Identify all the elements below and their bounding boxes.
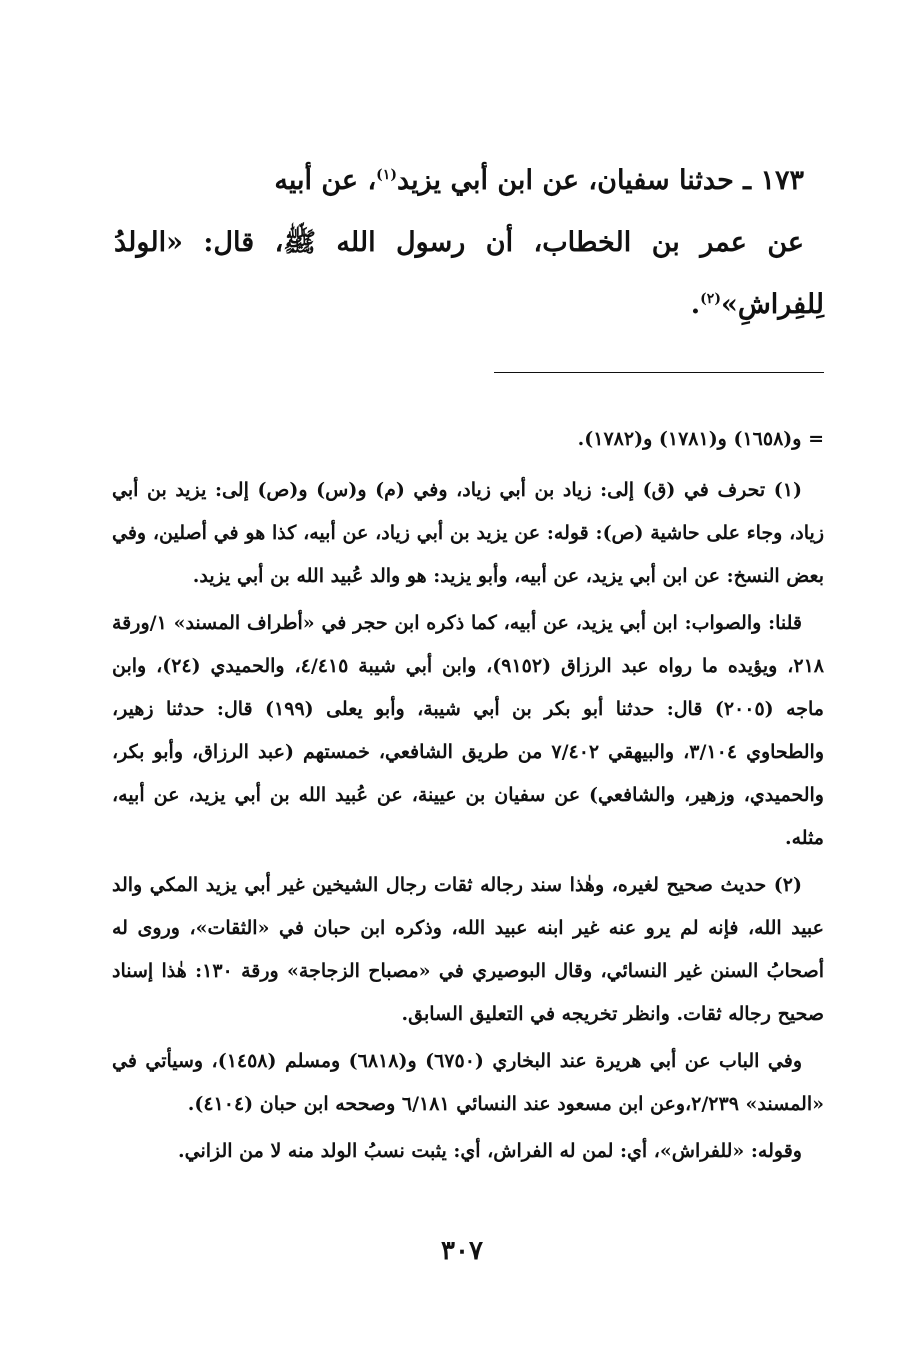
- hadith-isnad-text: ـ حدثنا سفيان، عن ابن أبي يزيد: [396, 165, 752, 196]
- hadith-matn-end: .: [690, 289, 701, 320]
- hadith-number: ١٧٣: [760, 165, 804, 196]
- footnote-2-explanation: وقوله: «للفراش»، أي: لمن له الفراش، أي: يثبت نسبُ الولد منه لا من الزاني.: [178, 1140, 802, 1162]
- footnote-ref-1: (١): [376, 167, 397, 183]
- footnote-continuation: = و(١٦٥٨) و(١٧٨١) و(١٧٨٢).: [577, 428, 824, 450]
- footnotes: [112, 418, 824, 1177]
- hadith-isnad: [114, 150, 824, 212]
- footnote-1-correction: قلنا: والصواب: ابن أبي يزيد، عن أبيه، كما ذكره ابن حجر في «أطراف المسند» ١/ورقة ٢١٨، ويؤيده ما رواه عبد الرزاق (٩١٥٢)، وابن أبي شيبة ٤/٤١٥، والحميدي (٢٤)، وابن ماجه (٢٠٠٥) قال: حدثنا أبو بكر بن أبي شيبة، وأبو يعلى (١٩٩) قال: حدثنا زهير، والطحاوي ٣/١٠٤، والبيهقي ٧/٤٠٢ من طريق الشافعي، خمستهم (عبد الرزاق، وأبو بكر، والحميدي، وزهير، والشافعي) عن سفيان بن عيينة، عن عُبيد الله بن أبي يزيد، عن أبيه، مثله.: [112, 612, 824, 849]
- hadith-block: [114, 150, 824, 336]
- page-number: ٣٠٧: [441, 1236, 483, 1266]
- footnote-separator: [494, 372, 824, 373]
- footnote-ref-2: (٢): [700, 291, 721, 307]
- footnote-1: (١) تحرف في (ق) إلى: زياد بن أبي زياد، وفي (م) و(س) و(ص) إلى: يزيد بن أبي زياد، وجاء على حاشية (ص): قوله: عن يزيد بن أبي زياد، عن أبيه، كذا هو في أصلين، وفي بعض النسخ: عن ابن أبي يزيد، عن أبيه، وأبو يزيد: هو والد عُبيد الله بن أبي يزيد.: [112, 479, 824, 587]
- hadith-isnad-tail: ، عن أبيه: [274, 165, 377, 196]
- hadith-matn: [114, 212, 824, 336]
- hadith-matn-text: عن عمر بن الخطاب، أن رسول الله ﷺ، قال: «الولدُ لِلفِراشِ»: [114, 227, 824, 320]
- footnote-2: (٢) حديث صحيح لغيره، وهٰذا سند رجاله ثقات رجال الشيخين غير أبي يزيد المكي والد عبيد الله، فإنه لم يرو عنه غير ابنه عبيد الله، وذكره ابن حبان في «الثقات»، وروى له أصحابُ السنن غير النسائي، وقال البوصيري في «مصباح الزجاجة» ورقة ١٣٠: هٰذا إسناد صحيح رجاله ثقات. وانظر تخريجه في التعليق السابق.: [112, 874, 824, 1025]
- footnote-2-parallels: وفي الباب عن أبي هريرة عند البخاري (٦٧٥٠) و(٦٨١٨) ومسلم (١٤٥٨)، وسيأتي في «المسند» ٢/٢٣٩،وعن ابن مسعود عند النسائي ٦/١٨١ وصححه ابن حبان (٤١٠٤).: [112, 1050, 824, 1115]
